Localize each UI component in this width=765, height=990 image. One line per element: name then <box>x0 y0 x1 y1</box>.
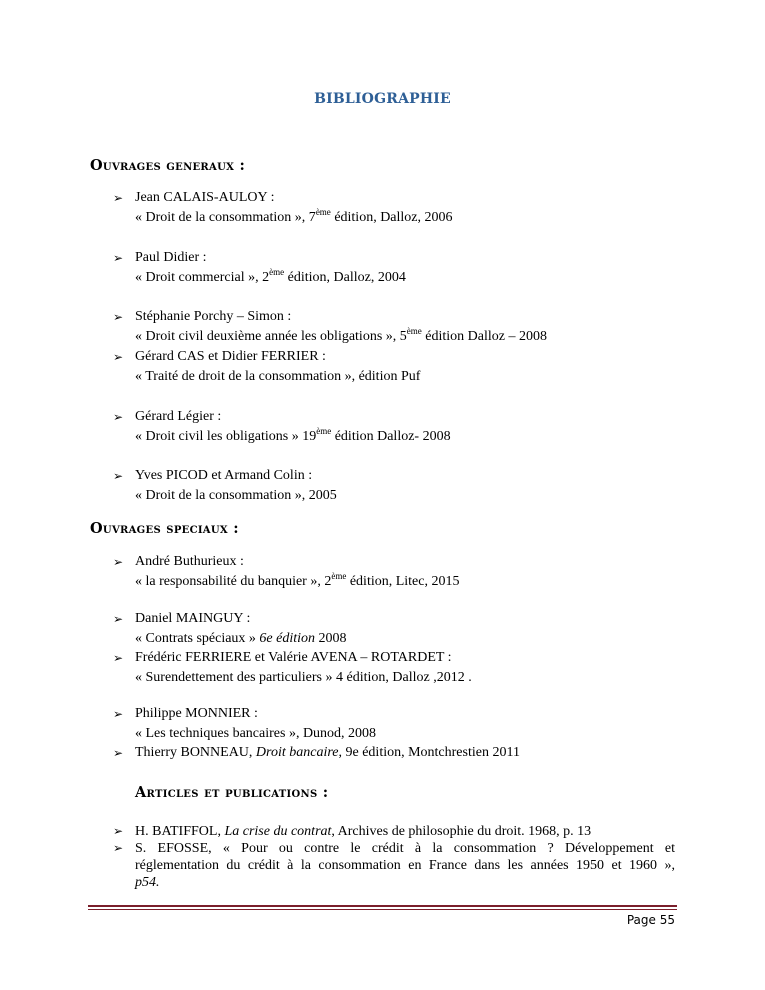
arrow-bullet-icon: ➢ <box>113 410 124 424</box>
bib-author: Stéphanie Porchy – Simon : <box>135 309 292 324</box>
section-heading-generaux: Ouvrages generaux : <box>90 157 246 174</box>
bib-author: Jean CALAIS-AULOY : <box>135 190 275 205</box>
bib-entry <box>113 188 675 228</box>
arrow-bullet-icon: ➢ <box>113 191 124 205</box>
bib-reference: « Les techniques bancaires », Dunod, 2008 <box>135 726 377 741</box>
bib-reference: « Surendettement des particuliers » 4 édition, Dalloz ,2012 . <box>135 670 472 685</box>
page-number: Page 55 <box>626 913 675 927</box>
section-heading-articles: Articles et publications : <box>135 784 329 801</box>
bib-reference-line: p54. <box>135 875 160 890</box>
footer-rule <box>88 905 677 907</box>
bib-reference: « Droit commercial », 2ème édition, Dalloz, 2004 <box>135 267 406 285</box>
bib-reference: « Traité de droit de la consommation », édition Puf <box>135 369 421 384</box>
bib-reference: « Droit civil les obligations » 19ème édition Dalloz- 2008 <box>135 426 451 444</box>
bib-entry <box>113 648 675 688</box>
bib-entry <box>113 743 675 763</box>
arrow-bullet-icon: ➢ <box>113 555 124 569</box>
bib-reference: « Contrats spéciaux » 6e édition 2008 <box>135 631 347 646</box>
bib-reference: « la responsabilité du banquier », 2ème édition, Litec, 2015 <box>135 571 460 589</box>
bib-author: Gérard CAS et Didier FERRIER : <box>135 349 326 364</box>
footer-rule-thin <box>88 909 677 910</box>
bib-author: Paul Didier : <box>135 250 207 265</box>
bib-author: Frédéric FERRIERE et Valérie AVENA – ROTARDET : <box>135 650 452 665</box>
bib-author: Daniel MAINGUY : <box>135 611 251 626</box>
arrow-bullet-icon: ➢ <box>113 824 124 838</box>
bib-entry <box>113 347 675 387</box>
bib-entry <box>113 248 675 288</box>
arrow-bullet-icon: ➢ <box>113 251 124 265</box>
bib-entry <box>113 609 675 649</box>
bib-reference-line: réglementation du crédit à la consommation en France dans les années 1950 et 1960 », <box>135 858 675 873</box>
bib-entry <box>113 704 675 744</box>
bib-entry <box>113 823 675 840</box>
arrow-bullet-icon: ➢ <box>113 841 124 855</box>
arrow-bullet-icon: ➢ <box>113 469 124 483</box>
bib-reference: « Droit de la consommation », 7ème édition, Dalloz, 2006 <box>135 207 453 225</box>
bib-entry <box>113 552 675 592</box>
arrow-bullet-icon: ➢ <box>113 651 124 665</box>
bib-author: Yves PICOD et Armand Colin : <box>135 468 313 483</box>
bib-author: Gérard Légier : <box>135 409 222 424</box>
bib-reference: Thierry BONNEAU, Droit bancaire, 9e édition, Montchrestien 2011 <box>135 745 520 760</box>
bib-reference: H. BATIFFOL, La crise du contrat, Archives de philosophie du droit. 1968, p. 13 <box>135 824 592 839</box>
bib-entry <box>113 307 675 347</box>
arrow-bullet-icon: ➢ <box>113 612 124 626</box>
arrow-bullet-icon: ➢ <box>113 746 124 760</box>
arrow-bullet-icon: ➢ <box>113 310 124 324</box>
section-heading-speciaux: Ouvrages speciaux : <box>90 520 239 537</box>
bib-author: Philippe MONNIER : <box>135 706 258 721</box>
arrow-bullet-icon: ➢ <box>113 350 124 364</box>
page-title: BIBLIOGRAPHIE <box>314 91 451 107</box>
bib-entry <box>113 840 675 891</box>
bib-entry <box>113 407 675 447</box>
bib-author: André Buthurieux : <box>135 554 244 569</box>
bib-reference: « Droit de la consommation », 2005 <box>135 488 337 503</box>
arrow-bullet-icon: ➢ <box>113 707 124 721</box>
bib-reference: « Droit civil deuxième année les obligations », 5ème édition Dalloz – 2008 <box>135 326 547 344</box>
bib-reference-line: S. EFOSSE, « Pour ou contre le crédit à la consommation ? Développement et <box>135 841 675 856</box>
bib-entry <box>113 466 675 506</box>
